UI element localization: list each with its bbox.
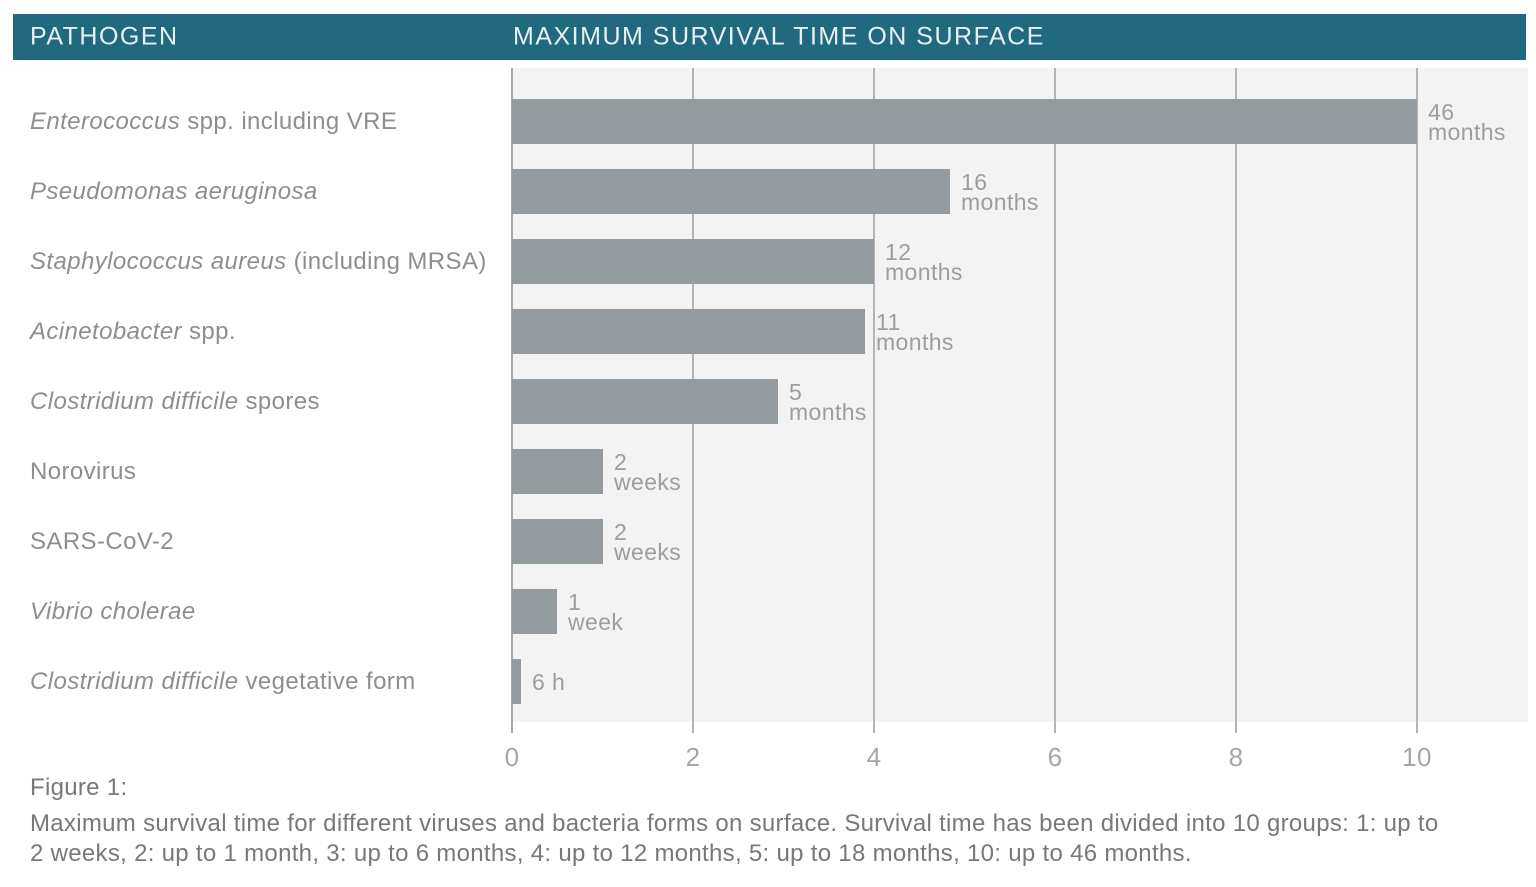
- pathogen-name-regular: Norovirus: [30, 457, 137, 485]
- duration-label: [568, 588, 624, 635]
- pathogen-label: [30, 318, 500, 346]
- pathogen-name-regular: spores: [238, 387, 320, 415]
- duration-label-line: weeks: [614, 538, 682, 565]
- caption-body-line-2: 2 weeks, 2: up to 1 month, 3: up to 6 months, 4: up to 12 months, 5: up to 18 months, 10: up to 46 months.: [30, 840, 1192, 867]
- figure-caption: [30, 774, 1525, 869]
- survival-bar: [512, 519, 603, 564]
- duration-label: [961, 168, 1039, 215]
- duration-label-line: 11: [876, 308, 901, 335]
- duration-label-line: 16: [961, 168, 988, 195]
- x-tick-label-6: 6: [1047, 742, 1063, 772]
- duration-label-line: week: [568, 608, 624, 635]
- pathogen-label: [30, 108, 500, 136]
- duration-label: [614, 448, 682, 495]
- x-tick-label-0: 0: [504, 742, 520, 772]
- pathogen-name-italic: Acinetobacter: [30, 317, 182, 345]
- duration-label-line: months: [885, 258, 963, 285]
- duration-label: [1428, 98, 1506, 145]
- caption-title: Figure 1:: [30, 774, 128, 801]
- gridline-x-6: [1054, 68, 1056, 733]
- pathogen-label: [30, 528, 500, 556]
- pathogen-name-regular: spp.: [181, 317, 236, 345]
- pathogen-label: [30, 248, 500, 276]
- x-axis: [504, 742, 1528, 776]
- duration-label-line: 46: [1428, 98, 1455, 125]
- pathogen-label: [30, 458, 500, 486]
- header-survival-label: MAXIMUM SURVIVAL TIME ON SURFACE: [513, 22, 1045, 51]
- duration-label: [876, 308, 954, 355]
- plot-area: [512, 68, 1528, 722]
- duration-label-line: 5: [789, 378, 803, 405]
- duration-label-line: 6 h: [532, 668, 566, 695]
- duration-label-line: weeks: [614, 468, 682, 495]
- duration-label-line: months: [961, 188, 1039, 215]
- x-tick-label-4: 4: [866, 742, 882, 772]
- survival-bar: [512, 239, 874, 284]
- survival-bar: [512, 99, 1417, 144]
- pathogen-name-regular: SARS-CoV-2: [30, 527, 175, 555]
- pathogen-name-italic: Pseudomonas aeruginosa: [30, 177, 318, 205]
- header-pathogen-label: PATHOGEN: [30, 22, 179, 51]
- x-tick-label-2: 2: [685, 742, 701, 772]
- pathogen-name-italic: Clostridium difficile: [30, 667, 239, 695]
- pathogen-label: [30, 178, 500, 206]
- survival-bar: [512, 309, 865, 354]
- pathogen-label: [30, 598, 500, 626]
- survival-bar: [512, 449, 603, 494]
- survival-bar: [512, 589, 557, 634]
- duration-label-line: 2: [614, 518, 628, 545]
- duration-label-line: months: [789, 398, 867, 425]
- caption-body-line-1: Maximum survival time for different viruses and bacteria forms on surface. Survival time has been divided into 10 groups: 1: up to: [30, 810, 1439, 837]
- gridline-x-10: [1416, 68, 1418, 733]
- pathogen-label: [30, 668, 500, 696]
- survival-bar: [512, 169, 950, 214]
- survival-bar: [512, 659, 521, 704]
- x-tick-label-10: 10: [1402, 742, 1432, 772]
- pathogen-label: [30, 388, 500, 416]
- duration-label: [789, 378, 867, 425]
- duration-label-line: 2: [614, 448, 628, 475]
- pathogen-name-italic: Vibrio cholerae: [30, 597, 196, 625]
- pathogen-name-italic: Enterococcus: [30, 107, 181, 135]
- x-tick-label-8: 8: [1228, 742, 1244, 772]
- duration-label-line: months: [876, 328, 954, 355]
- duration-label-line: 12: [885, 238, 912, 265]
- duration-label: [532, 668, 566, 695]
- duration-label-line: months: [1428, 118, 1506, 145]
- gridline-x-8: [1235, 68, 1237, 733]
- pathogen-name-italic: Staphylococcus aureus: [30, 247, 287, 275]
- duration-label-line: 1: [568, 588, 582, 615]
- pathogen-name-regular: spp. including VRE: [180, 107, 398, 135]
- pathogen-name-italic: Clostridium difficile: [30, 387, 239, 415]
- pathogen-name-regular: vegetative form: [238, 667, 416, 695]
- duration-label: [614, 518, 682, 565]
- table-header-bar: [13, 14, 1526, 60]
- survival-bar: [512, 379, 778, 424]
- gridline-x-4: [873, 68, 875, 733]
- pathogen-name-regular: (including MRSA): [286, 247, 487, 275]
- duration-label: [885, 238, 963, 285]
